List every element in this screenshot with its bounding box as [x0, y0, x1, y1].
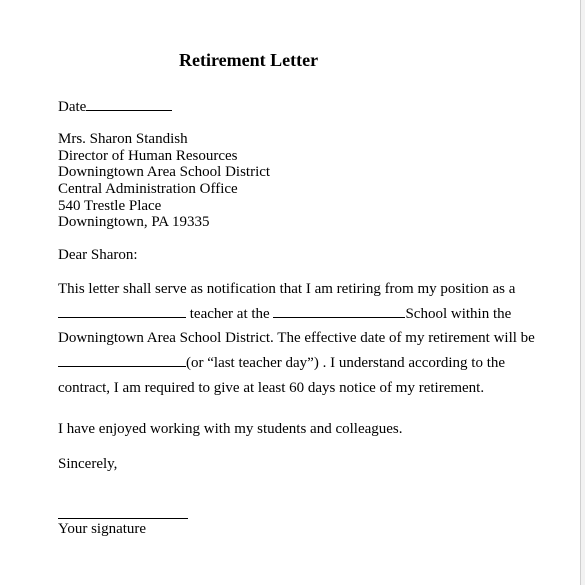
position-blank [58, 316, 186, 318]
address-line-2: Director of Human Resources [58, 148, 238, 164]
effective-date-blank [58, 365, 186, 367]
body-paragraph-2: I have enjoyed working with my students and colleagues. [58, 421, 403, 437]
school-blank [273, 316, 405, 318]
signature-label: Your signature [58, 521, 147, 537]
address-line-5: 540 Trestle Place [58, 198, 162, 214]
date-line [58, 98, 172, 116]
body-line-5: contract, I am required to give at least 60 days notice of my retirement. [58, 380, 485, 396]
letter-title: Retirement Letter [179, 50, 319, 70]
date-blank [86, 109, 172, 111]
address-line-4: Central Administration Office [58, 181, 238, 197]
closing: Sincerely, [58, 456, 118, 472]
address-line-1: Mrs. Sharon Standish [58, 131, 188, 147]
address-line-3: Downingtown Area School District [58, 164, 271, 180]
body-line-4-end: (or “last teacher day”) . I understand according to the [186, 355, 506, 371]
body-line-2 [58, 305, 511, 323]
salutation: Dear Sharon: [58, 247, 138, 263]
body-line-3: Downingtown Area School District. The effective date of my retirement will be [58, 330, 535, 346]
body-line-4 [58, 354, 505, 372]
body-line-2-mid: teacher at the [186, 306, 274, 322]
body-line-1: This letter shall serve as notification that I am retiring from my position as a [58, 281, 516, 297]
body-line-2-end: School within the [405, 306, 512, 322]
date-label: Date [58, 99, 87, 115]
signature-line [58, 518, 188, 519]
address-line-6: Downingtown, PA 19335 [58, 214, 210, 230]
